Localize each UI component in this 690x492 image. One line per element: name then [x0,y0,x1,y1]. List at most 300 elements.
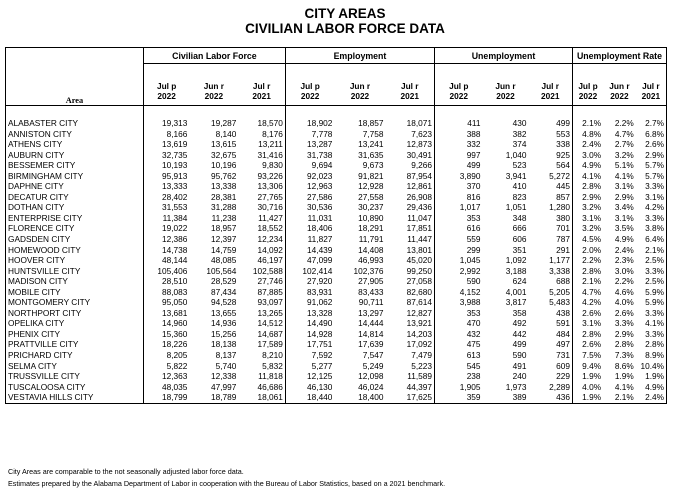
area-name-cell: NORTHPORT CITY [6,308,144,319]
value-cell-emp-jul-2022: 14,490 [285,318,334,329]
value-cell-rate-jul-2021: 5.7% [636,160,667,171]
value-cell-emp-jul-2022: 91,062 [285,297,334,308]
value-cell-emp-jul-2021: 87,614 [386,297,435,308]
col-header-unemp-jul-2022-year: 2022 [435,91,483,106]
value-cell-unemp-jun-2022: 3,817 [505,297,527,308]
value-cell-clf-jun-2022: 87,434 [211,286,237,297]
value-cell-clf-jun-2022: 14,936 [211,318,237,329]
value-cell-rate-jul-2022: 3.2% [572,223,603,234]
value-cell-clf-jun-2022: 8,137 [215,350,237,361]
value-cell-emp-jun-2022: 11,791 [358,234,384,245]
group-header-civilian-labor-force: Civilian Labor Force [143,48,285,64]
value-cell-emp-jul-2022: 11,031 [285,213,334,224]
col-header-emp-jul-2022-year: 2022 [285,91,334,106]
value-cell-unemp-jun-2022: 389 [483,392,529,403]
value-cell-emp-jul-2021: 11,589 [386,371,435,382]
value-cell-rate-jul-2022: 2.8% [572,181,603,192]
spacer-cell [238,106,285,119]
table-row [6,392,667,403]
value-cell-unemp-jul-2022: 3,890 [435,171,483,182]
value-cell-unemp-jul-2021: 338 [529,139,573,150]
value-cell-clf-jul-2022: 8,166 [143,129,189,140]
value-cell-unemp-jul-2022: 332 [435,139,483,150]
value-cell-unemp-jul-2022: 4,152 [435,287,483,298]
value-cell-rate-jul-2021: 6.4% [636,234,667,245]
value-cell-emp-jul-2021: 45,020 [386,255,435,266]
value-cell-unemp-jul-2021: 857 [529,192,573,203]
value-cell-emp-jul-2022: 46,130 [285,382,334,393]
value-cell-clf-jun-2022: 18,789 [189,392,238,403]
value-cell-rate-jul-2022: 9.4% [572,361,603,372]
value-cell-clf-jun-2022: 14,759 [211,244,237,255]
value-cell-clf-jul-2022: 88,083 [143,287,189,298]
spacer-cell [483,106,529,119]
value-cell-unemp-jul-2022: 1,905 [435,382,483,393]
col-header-rate-jul-2022-year: 2022 [572,91,603,106]
value-cell-unemp-jul-2022: 411 [435,118,483,129]
value-cell-emp-jul-2022: 12,125 [285,371,334,382]
value-cell-clf-jun-2022: 12,338 [211,371,237,382]
value-cell-clf-jul-2021: 14,687 [238,329,285,340]
value-cell-unemp-jul-2022: 499 [435,160,483,171]
value-cell-emp-jun-2022: 91,821 [358,170,384,181]
value-cell-clf-jul-2022: 31,553 [143,202,189,213]
value-cell-clf-jul-2022: 95,913 [143,171,189,182]
value-cell-unemp-jun-2022: 1,040 [505,149,527,160]
area-name-cell: AUBURN CITY [6,150,144,161]
value-cell-rate-jul-2022: 3.1% [572,213,603,224]
value-cell-rate-jul-2021: 10.4% [636,361,667,372]
area-name-cell: HUNTSVILLE CITY [6,266,144,277]
value-cell-clf-jul-2022: 10,193 [143,160,189,171]
value-cell-clf-jul-2021: 93,097 [238,297,285,308]
value-cell-unemp-jun-2022: 351 [512,244,527,255]
value-cell-rate-jul-2021: 4.2% [636,202,667,213]
spacer-cell [572,106,603,119]
value-cell-clf-jul-2021: 13,306 [238,181,285,192]
value-cell-emp-jul-2022: 17,751 [285,339,334,350]
value-cell-emp-jun-2022: 27,905 [358,276,384,287]
labor-force-table [5,47,667,404]
col-header-unemp-jul-2022-period: Jul p [435,64,483,92]
value-cell-emp-jul-2022: 13,287 [285,139,334,150]
value-cell-emp-jun-2022: 12,928 [358,181,384,192]
value-cell-clf-jul-2022: 48,144 [143,255,189,266]
value-cell-emp-jul-2022: 18,902 [285,118,334,129]
value-cell-emp-jul-2022: 13,328 [285,308,334,319]
value-cell-emp-jul-2021: 12,873 [386,139,435,150]
value-cell-emp-jul-2022: 83,931 [285,287,334,298]
value-cell-clf-jun-2022: 31,288 [211,202,237,213]
area-name-cell: ATHENS CITY [6,139,144,150]
value-cell-emp-jul-2021: 44,397 [386,382,435,393]
value-cell-clf-jun-2022: 32,675 [211,149,237,160]
table-row [6,308,667,319]
value-cell-rate-jun-2022: 2.1% [603,392,636,403]
table-row [6,202,667,213]
value-cell-unemp-jun-2022: 4,001 [505,286,527,297]
value-cell-clf-jul-2021: 46,686 [238,382,285,393]
value-cell-unemp-jul-2021: 787 [529,234,573,245]
col-header-clf-jul-2021-period: Jul r [238,64,285,92]
col-header-emp-jul-2021-year: 2021 [386,91,435,106]
value-cell-rate-jul-2022: 4.2% [572,297,603,308]
value-cell-emp-jun-2022: 30,237 [358,202,384,213]
area-name-cell: FLORENCE CITY [6,223,144,234]
value-cell-unemp-jun-2022: 492 [512,318,527,329]
value-cell-clf-jun-2022: 18,957 [211,223,237,234]
value-cell-clf-jun-2022: 13,338 [211,181,237,192]
value-cell-clf-jul-2021: 93,226 [238,171,285,182]
value-cell-unemp-jun-2022: 491 [512,360,527,371]
value-cell-unemp-jul-2022: 616 [435,223,483,234]
spacer-cell [435,106,483,119]
table-row [6,171,667,182]
value-cell-unemp-jul-2021: 229 [529,371,573,382]
value-cell-unemp-jun-2022: 823 [512,191,527,202]
value-cell-rate-jul-2022: 2.1% [572,118,603,129]
spacer-cell [6,106,144,119]
spacer-cell [334,106,385,119]
value-cell-rate-jun-2022: 2.6% [614,307,634,318]
value-cell-unemp-jul-2021: 701 [529,223,573,234]
col-header-emp-jul-2021-period: Jul r [386,64,435,92]
table-row [6,129,667,140]
value-cell-unemp-jul-2022: 370 [435,181,483,192]
footnote-source: Estimates prepared by the Alabama Department of Labor in cooperation with the Bureau of Labor Statistics, based on a 2021 benchmark. [8,479,446,488]
value-cell-rate-jul-2022: 4.7% [572,287,603,298]
value-cell-rate-jul-2022: 4.1% [572,171,603,182]
value-cell-rate-jun-2022: 2.7% [614,139,634,150]
value-cell-emp-jul-2022: 47,099 [285,255,334,266]
value-cell-emp-jul-2021: 9,266 [386,160,435,171]
value-cell-clf-jun-2022: 48,085 [211,255,237,266]
value-cell-emp-jul-2022: 18,406 [285,223,334,234]
value-cell-clf-jul-2022: 105,406 [143,266,189,277]
value-cell-clf-jun-2022: 18,138 [211,339,237,350]
value-cell-rate-jun-2022: 3.3% [614,318,634,329]
value-cell-rate-jul-2022: 7.5% [572,350,603,361]
value-cell-rate-jul-2022: 2.8% [572,266,603,277]
value-cell-clf-jul-2021: 102,588 [238,266,285,277]
value-cell-unemp-jul-2021: 438 [529,308,573,319]
value-cell-clf-jul-2022: 13,333 [143,181,189,192]
value-cell-rate-jul-2021: 1.9% [636,371,667,382]
area-name-cell: GADSDEN CITY [6,234,144,245]
value-cell-rate-jul-2021: 3.1% [636,192,667,203]
value-cell-clf-jul-2021: 14,092 [238,245,285,256]
group-header-employment: Employment [285,48,434,64]
spacer-cell [386,106,435,119]
value-cell-unemp-jun-2022: 348 [512,212,527,223]
table-row [6,118,667,129]
col-header-emp-jun-2022-year: 2022 [334,91,385,106]
value-cell-emp-jun-2022: 31,635 [358,149,384,160]
value-cell-emp-jun-2022: 13,297 [358,307,384,318]
col-header-rate-jun-2022-year: 2022 [603,91,636,106]
value-cell-clf-jul-2022: 28,402 [143,192,189,203]
value-cell-emp-jun-2022: 18,857 [358,118,384,128]
value-cell-rate-jul-2022: 4.8% [572,129,603,140]
page-subtitle: CIVILIAN LABOR FORCE DATA [245,21,445,36]
value-cell-rate-jun-2022: 2.2% [614,276,634,287]
col-header-clf-jul-2022-period: Jul p [143,64,189,92]
value-cell-clf-jun-2022: 11,238 [211,212,237,223]
value-cell-rate-jun-2022: 2.8% [614,339,634,350]
value-cell-emp-jul-2021: 29,436 [386,202,435,213]
value-cell-clf-jul-2022: 18,226 [143,339,189,350]
value-cell-unemp-jul-2022: 359 [435,392,483,403]
col-header-rate-jul-2021-period: Jul r [636,64,667,92]
value-cell-emp-jul-2022: 11,827 [285,234,334,245]
value-cell-clf-jul-2021: 8,210 [238,350,285,361]
col-header-rate-jul-2021-year: 2021 [636,91,667,106]
value-cell-unemp-jul-2022: 613 [435,350,483,361]
value-cell-clf-jul-2022: 12,386 [143,234,189,245]
value-cell-rate-jun-2022: 2.9% [614,328,634,339]
value-cell-emp-jul-2021: 13,921 [386,318,435,329]
value-cell-emp-jul-2021: 7,479 [386,350,435,361]
value-cell-emp-jul-2022: 12,963 [285,181,334,192]
value-cell-emp-jul-2022: 5,277 [285,361,334,372]
value-cell-rate-jul-2021: 4.1% [636,318,667,329]
value-cell-emp-jul-2021: 17,092 [386,339,435,350]
value-cell-unemp-jul-2021: 380 [529,213,573,224]
value-cell-unemp-jul-2021: 445 [529,181,573,192]
value-cell-unemp-jul-2022: 353 [435,213,483,224]
value-cell-rate-jul-2021: 3.3% [636,181,667,192]
value-cell-clf-jul-2022: 28,510 [143,276,189,287]
value-cell-rate-jun-2022: 2.9% [614,191,634,202]
value-cell-clf-jul-2021: 18,570 [238,118,285,129]
value-cell-clf-jul-2022: 32,735 [143,150,189,161]
value-cell-clf-jul-2021: 30,716 [238,202,285,213]
value-cell-unemp-jul-2021: 1,177 [529,255,573,266]
value-cell-clf-jun-2022: 28,381 [211,191,237,202]
value-cell-rate-jun-2022: 4.1% [614,381,634,392]
table-row [6,329,667,340]
area-name-cell: ENTERPRISE CITY [6,213,144,224]
table-row [6,339,667,350]
value-cell-clf-jun-2022: 95,762 [211,170,237,181]
value-cell-unemp-jul-2022: 590 [435,276,483,287]
value-cell-clf-jul-2022: 12,363 [143,371,189,382]
value-cell-rate-jul-2021: 3.3% [636,308,667,319]
value-cell-rate-jul-2021: 8.9% [636,350,667,361]
value-cell-unemp-jul-2022: 545 [435,361,483,372]
value-cell-emp-jul-2022: 27,920 [285,276,334,287]
area-name-cell: ANNISTON CITY [6,129,144,140]
value-cell-unemp-jul-2021: 609 [529,361,573,372]
value-cell-rate-jul-2022: 4.9% [572,160,603,171]
col-header-unemp-jun-2022-period: Jun r [495,81,516,91]
area-name-cell: TRUSSVILLE CITY [6,371,144,382]
value-cell-unemp-jun-2022: 624 [512,276,527,287]
value-cell-emp-jul-2022: 18,440 [285,392,334,403]
area-name-cell: HOMEWOOD CITY [6,245,144,256]
value-cell-emp-jul-2021: 12,827 [386,308,435,319]
group-header-unemployment-rate: Unemployment Rate [572,48,666,64]
value-cell-unemp-jul-2021: 591 [529,318,573,329]
value-cell-emp-jul-2021: 17,625 [386,392,435,403]
value-cell-rate-jun-2022: 4.7% [614,128,634,139]
value-cell-rate-jun-2022: 3.0% [614,265,634,276]
value-cell-rate-jun-2022: 4.6% [614,286,634,297]
table-row [6,139,667,150]
value-cell-emp-jul-2021: 17,851 [386,223,435,234]
value-cell-rate-jul-2021: 2.6% [636,139,667,150]
value-cell-emp-jul-2022: 7,778 [285,129,334,140]
value-cell-emp-jun-2022: 46,024 [358,381,384,392]
value-cell-unemp-jul-2022: 997 [435,150,483,161]
value-cell-clf-jun-2022: 15,256 [211,328,237,339]
value-cell-unemp-jul-2022: 3,988 [435,297,483,308]
value-cell-rate-jun-2022: 7.3% [614,350,634,361]
value-cell-emp-jun-2022: 12,098 [358,371,384,382]
spacer-cell [285,106,334,119]
value-cell-unemp-jul-2021: 5,483 [529,297,573,308]
value-cell-unemp-jul-2021: 1,280 [529,202,573,213]
table-row [6,213,667,224]
value-cell-emp-jun-2022: 17,639 [358,339,384,350]
value-cell-clf-jul-2022: 95,050 [143,297,189,308]
value-cell-unemp-jul-2021: 3,338 [529,266,573,277]
value-cell-rate-jun-2022: 3.5% [614,223,634,234]
value-cell-emp-jul-2022: 14,439 [285,245,334,256]
value-cell-unemp-jun-2022: 410 [512,181,527,192]
value-cell-clf-jul-2022: 19,022 [143,223,189,234]
value-cell-clf-jun-2022: 13,615 [211,139,237,150]
value-cell-rate-jul-2022: 1.9% [572,392,603,403]
value-cell-clf-jul-2021: 18,552 [238,223,285,234]
value-cell-clf-jul-2022: 15,360 [143,329,189,340]
value-cell-clf-jul-2021: 46,197 [238,255,285,266]
value-cell-emp-jul-2021: 87,954 [386,171,435,182]
value-cell-clf-jun-2022: 12,397 [211,234,237,245]
value-cell-rate-jun-2022: 3.1% [614,181,634,192]
value-cell-unemp-jul-2022: 388 [435,129,483,140]
table-row [6,361,667,372]
value-cell-clf-jun-2022: 19,287 [211,118,237,128]
table-row [6,160,667,171]
col-header-emp-jul-2022-period: Jul p [285,64,334,92]
value-cell-rate-jul-2022: 2.6% [572,308,603,319]
value-cell-rate-jul-2022: 1.9% [572,371,603,382]
value-cell-rate-jun-2022: 5.1% [614,160,634,171]
value-cell-emp-jul-2022: 92,023 [285,171,334,182]
table-row [6,350,667,361]
value-cell-rate-jul-2021: 3.8% [636,223,667,234]
value-cell-clf-jul-2022: 19,313 [143,118,189,129]
value-cell-emp-jul-2022: 14,928 [285,329,334,340]
value-cell-emp-jun-2022: 7,547 [362,350,384,361]
col-header-unemp-jun-2022-year: 2022 [483,91,529,106]
area-name-cell: ALABASTER CITY [6,118,144,129]
value-cell-unemp-jul-2022: 470 [435,318,483,329]
value-cell-emp-jul-2021: 18,071 [386,118,435,129]
value-cell-unemp-jun-2022: 3,941 [505,170,527,181]
value-cell-clf-jul-2022: 11,384 [143,213,189,224]
area-name-cell: MOBILE CITY [6,287,144,298]
value-cell-unemp-jun-2022: 666 [512,223,527,234]
value-cell-unemp-jun-2022: 240 [512,371,527,382]
value-cell-rate-jun-2022: 2.4% [614,244,634,255]
value-cell-clf-jul-2022: 18,799 [143,392,189,403]
table-row [6,266,667,277]
area-name-cell: DAPHNE CITY [6,181,144,192]
value-cell-clf-jul-2021: 27,746 [238,276,285,287]
value-cell-emp-jun-2022: 83,433 [358,286,384,297]
footnote-comparability: City Areas are comparable to the not seasonally adjusted labor force data. [8,467,244,476]
value-cell-rate-jul-2021: 3.3% [636,329,667,340]
value-cell-emp-jul-2021: 82,680 [386,287,435,298]
value-cell-clf-jul-2021: 9,830 [238,160,285,171]
value-cell-rate-jul-2022: 2.0% [572,245,603,256]
value-cell-unemp-jul-2022: 816 [435,192,483,203]
col-header-clf-jul-2022-year: 2022 [143,91,189,106]
value-cell-clf-jul-2021: 17,589 [238,339,285,350]
value-cell-rate-jun-2022: 4.9% [614,234,634,245]
value-cell-emp-jul-2021: 30,491 [386,150,435,161]
value-cell-unemp-jul-2022: 238 [435,371,483,382]
value-cell-unemp-jun-2022: 442 [512,328,527,339]
value-cell-rate-jul-2022: 3.1% [572,318,603,329]
area-name-cell: BESSEMER CITY [6,160,144,171]
value-cell-unemp-jun-2022: 374 [512,139,527,150]
value-cell-clf-jun-2022: 5,740 [215,360,237,371]
value-cell-rate-jul-2021: 4.9% [636,382,667,393]
table-row [6,150,667,161]
value-cell-clf-jul-2021: 14,512 [238,318,285,329]
value-cell-emp-jul-2022: 27,586 [285,192,334,203]
value-cell-unemp-jul-2021: 5,205 [529,287,573,298]
value-cell-clf-jun-2022: 47,997 [211,381,237,392]
value-cell-emp-jun-2022: 9,673 [362,160,384,171]
area-name-cell: HOOVER CITY [6,255,144,266]
value-cell-clf-jun-2022: 105,564 [206,265,237,276]
value-cell-unemp-jul-2022: 1,017 [435,202,483,213]
value-cell-clf-jul-2021: 18,061 [238,392,285,403]
value-cell-emp-jul-2021: 12,861 [386,181,435,192]
value-cell-unemp-jul-2022: 475 [435,339,483,350]
spacer-cell [636,106,667,119]
value-cell-emp-jul-2021: 11,047 [386,213,435,224]
value-cell-rate-jul-2022: 2.2% [572,255,603,266]
value-cell-rate-jul-2021: 2.1% [636,245,667,256]
value-cell-rate-jul-2021: 6.8% [636,129,667,140]
value-cell-emp-jul-2021: 27,058 [386,276,435,287]
value-cell-rate-jul-2021: 3.3% [636,266,667,277]
table-row [6,297,667,308]
area-name-cell: VESTAVIA HILLS CITY [6,392,144,403]
value-cell-unemp-jun-2022: 590 [512,350,527,361]
value-cell-unemp-jul-2021: 497 [529,339,573,350]
value-cell-rate-jul-2022: 3.0% [572,150,603,161]
value-cell-unemp-jun-2022: 1,973 [505,381,527,392]
value-cell-unemp-jul-2022: 1,045 [435,255,483,266]
value-cell-emp-jun-2022: 18,291 [358,223,384,234]
value-cell-unemp-jun-2022: 523 [512,160,527,171]
value-cell-rate-jul-2022: 2.9% [572,192,603,203]
value-cell-rate-jul-2022: 2.6% [572,339,603,350]
spacer-cell [603,106,636,119]
value-cell-emp-jul-2021: 26,908 [386,192,435,203]
value-cell-clf-jun-2022: 94,528 [211,297,237,308]
value-cell-rate-jun-2022: 3.2% [614,149,634,160]
value-cell-rate-jun-2022: 4.0% [614,297,634,308]
value-cell-emp-jul-2022: 9,694 [285,160,334,171]
value-cell-clf-jul-2021: 8,176 [238,129,285,140]
